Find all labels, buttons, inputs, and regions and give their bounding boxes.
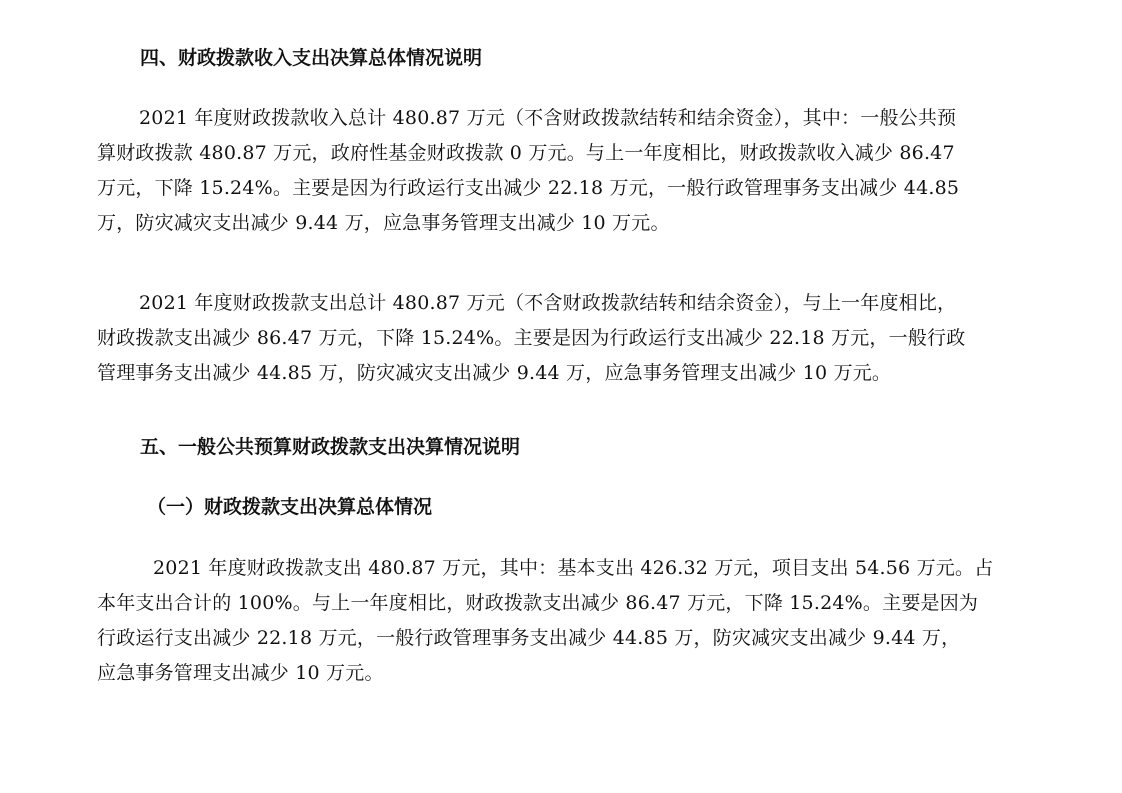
paragraph-line: 算财政拨款 480.87 万元，政府性基金财政拨款 0 万元。与上一年度相比，财政拨款收入减少 86.47: [97, 142, 955, 164]
paragraph-line: 2021 年度财政拨款支出总计 480.87 万元（不含财政拨款结转和结余资金），与上一年度相比，: [139, 292, 957, 314]
paragraph-line: 2021 年度财政拨款收入总计 480.87 万元（不含财政拨款结转和结余资金），其中：一般公共预: [139, 107, 957, 129]
paragraph-line: 本年支出合计的 100%。与上一年度相比，财政拨款支出减少 86.47 万元，下降 15.24%。主要是因为: [97, 592, 979, 614]
paragraph-line: 管理事务支出减少 44.85 万，防灾减灾支出减少 9.44 万，应急事务管理支出减少 10 万元。: [97, 362, 892, 384]
paragraph-line: 财政拨款支出减少 86.47 万元，下降 15.24%。主要是因为行政运行支出减少 22.18 万元，一般行政: [97, 327, 966, 349]
section-4-heading: 四、财政拨款收入支出决算总体情况说明: [140, 47, 483, 69]
paragraph-line: 2021 年度财政拨款支出 480.87 万元，其中：基本支出 426.32 万元，项目支出 54.56 万元。占: [153, 557, 994, 579]
paragraph-line: 万元，下降 15.24%。主要是因为行政运行支出减少 22.18 万元，一般行政管理事务支出减少 44.85: [97, 177, 960, 199]
section-4-paragraph-income: [97, 101, 1027, 241]
section-5-subheading: （一）财政拨款支出决算总体情况: [147, 496, 433, 518]
paragraph-line: 行政运行支出减少 22.18 万元，一般行政管理事务支出减少 44.85 万，防灾减灾支出减少 9.44 万，: [97, 627, 961, 649]
section-5-heading: 五、一般公共预算财政拨款支出决算情况说明: [140, 436, 521, 458]
section-4-paragraph-expenditure: [97, 286, 1027, 391]
paragraph-line: 应急事务管理支出减少 10 万元。: [97, 662, 384, 684]
section-5-paragraph-expenditure: [97, 551, 1027, 691]
paragraph-line: 万，防灾减灾支出减少 9.44 万，应急事务管理支出减少 10 万元。: [97, 212, 670, 234]
